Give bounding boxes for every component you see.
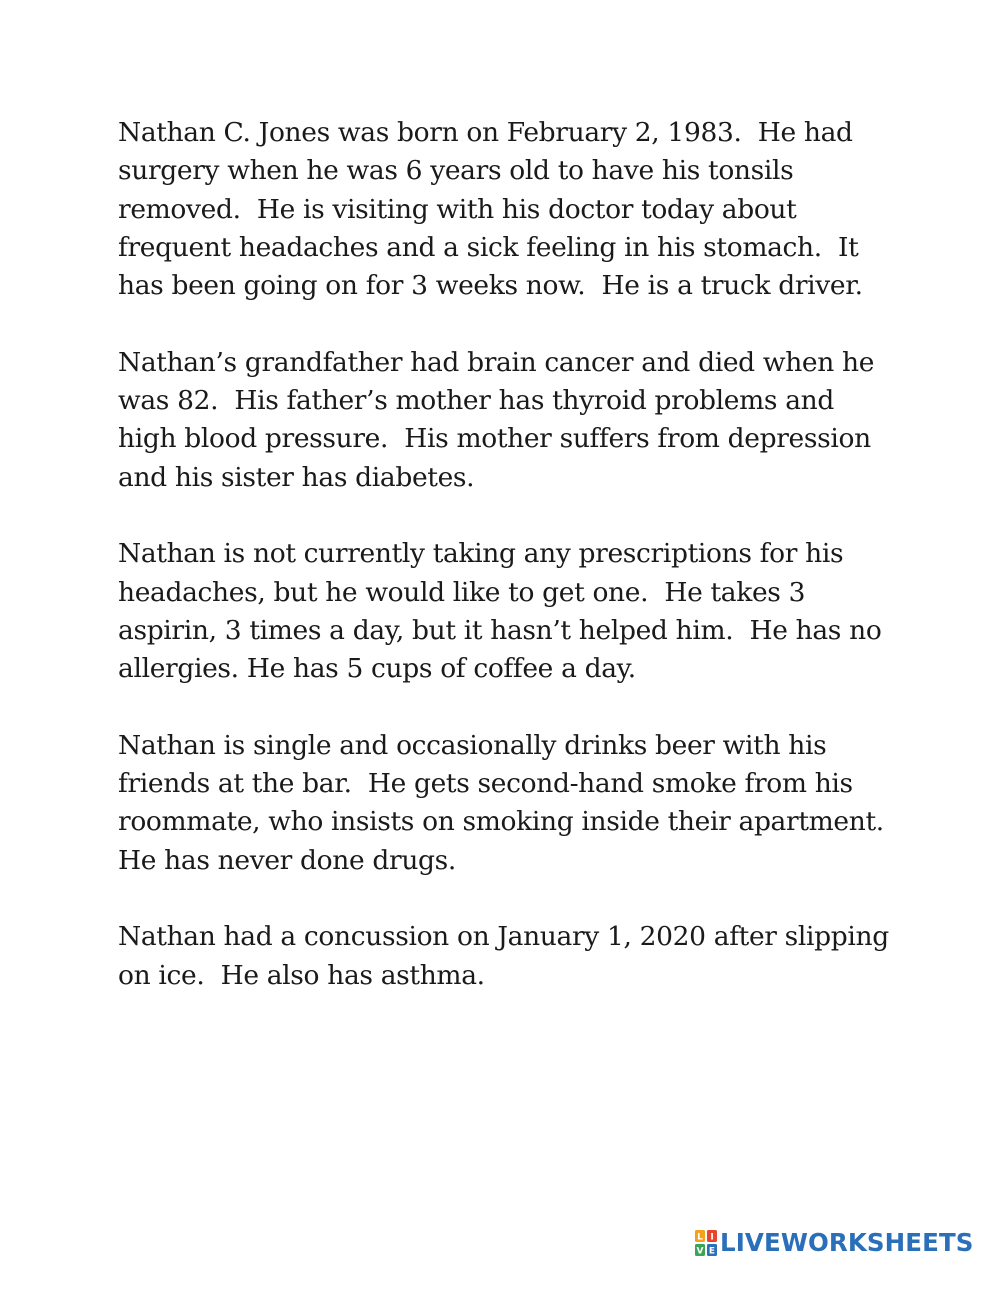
liveworksheets-logo-icon (694, 1229, 718, 1257)
text-line: allergies. He has 5 cups of coffee a day. (118, 653, 636, 685)
text-line: was 82. His father’s mother has thyroid problems and (118, 385, 834, 417)
brand-text: LIVEWORKSHEETS (720, 1228, 974, 1257)
liveworksheets-watermark (694, 1228, 974, 1258)
paragraph-family-history (118, 344, 918, 497)
svg-text:E: E (708, 1246, 716, 1257)
text-line: headaches, but he would like to get one. He takes 3 (118, 576, 806, 608)
text-line: and his sister has diabetes. (118, 461, 475, 493)
text-line: aspirin, 3 times a day, but it hasn’t helped him. He has no (118, 614, 882, 646)
text-line: has been going on for 3 weeks now. He is a truck driver. (118, 270, 863, 302)
text-line: frequent headaches and a sick feeling in his stomach. It (118, 231, 859, 263)
text-line: Nathan C. Jones was born on February 2, 1983. He had (118, 117, 853, 148)
text-line: high blood pressure. His mother suffers from depression (118, 423, 871, 455)
text-line: Nathan is single and occasionally drinks beer with his (118, 729, 827, 761)
text-line: friends at the bar. He gets second-hand smoke from his (118, 768, 853, 800)
text-line: He has never done drugs. (118, 844, 456, 876)
paragraph-social-history (118, 727, 918, 880)
text-line: Nathan’s grandfather had brain cancer and died when he (118, 346, 875, 378)
text-line: Nathan is not currently taking any prescriptions for his (118, 538, 844, 570)
paragraph-patient-background (118, 114, 918, 305)
text-line: removed. He is visiting with his doctor today about (118, 193, 797, 225)
text-line: roommate, who insists on smoking inside their apartment. (118, 806, 884, 838)
text-line: Nathan had a concussion on January 1, 2020 after slipping (118, 921, 889, 953)
svg-text:I: I (710, 1232, 714, 1243)
text-line: on ice. He also has asthma. (118, 959, 485, 991)
document-body (118, 114, 918, 1033)
svg-text:L: L (697, 1232, 703, 1243)
paragraph-medications (118, 535, 918, 688)
text-line: surgery when he was 6 years old to have his tonsils (118, 155, 794, 187)
svg-text:V: V (696, 1246, 704, 1257)
paragraph-medical-history (118, 918, 918, 995)
